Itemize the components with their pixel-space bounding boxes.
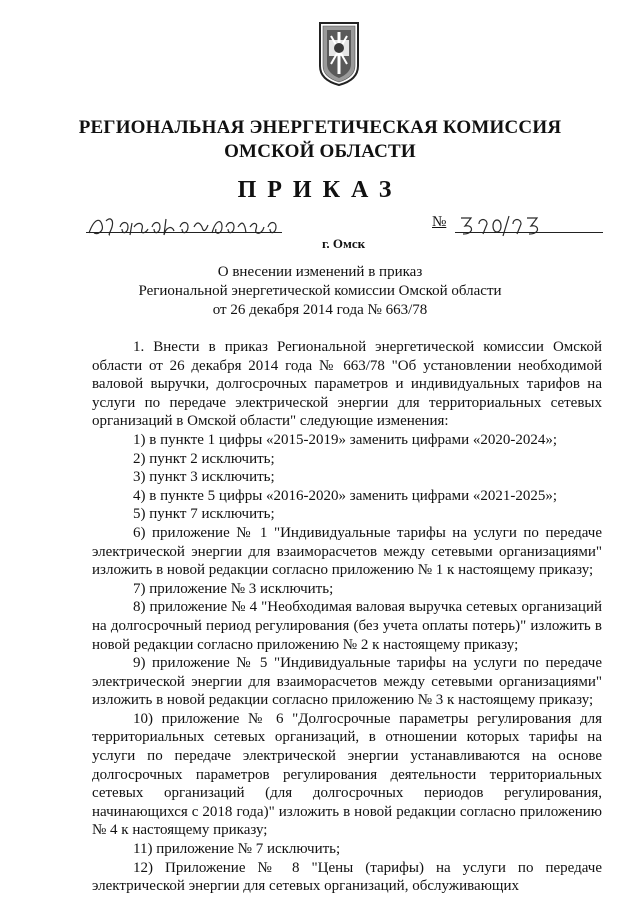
paragraph-item-11: 11) приложение № 7 исключить; (133, 841, 341, 858)
number-underline (455, 232, 603, 233)
paragraph-item-1: 1) в пункте 1 цифры «2015-2019» заменить цифрами «2020-2024»; (133, 431, 558, 448)
city-label: г. Омск (322, 236, 366, 251)
subject-line-2: Региональной энергетической комиссии Омской области (138, 283, 502, 299)
subject-line-1: О внесении изменений в приказ (217, 264, 423, 280)
paragraph-1: 1. Внести в приказ Региональной энергетической комиссии Омской области от 26 декабря 2014 года № 663/78 "Об установлении необходимой валовой выручки, долгосрочных параметров и индивидуальных тарифов на услуги по передаче электрической энергии для территориальных сетевых организаций в Омской области" следующие изменения: (92, 339, 602, 430)
coat-of-arms-icon (319, 22, 359, 86)
paragraph-item-6: 6) приложение № 1 "Индивидуальные тарифы на услуги по передаче электрической энергии для взаиморасчетов между сетевыми организациями" изложить в новой редакции согласно приложению № 1 к настоящему приказу; (92, 524, 602, 579)
number-sign: № (432, 214, 447, 230)
date-underline (86, 232, 282, 233)
document-title: ПРИКАЗ (237, 177, 403, 203)
paragraph-item-3: 3) пункт 3 исключить; (133, 469, 275, 486)
paragraph-item-5: 5) пункт 7 исключить; (133, 506, 275, 523)
organization-name-line-2: ОМСКОЙ ОБЛАСТИ (224, 141, 416, 162)
paragraph-item-8: 8) приложение № 4 "Необходимая валовая выручка сетевых организаций на долгосрочный период регулирования (без учета оплаты потерь)" изложить в новой редакции согласно приложению № 2 к настоящему приказу; (92, 599, 602, 653)
paragraph-item-9: 9) приложение № 5 "Индивидуальные тарифы на услуги по передаче электрической энергии для взаиморасчетов между сетевыми организациями" изложить в новой редакции согласно приложению № 3 к настоящему приказу; (92, 655, 602, 709)
organization-name-line-1: РЕГИОНАЛЬНАЯ ЭНЕРГЕТИЧЕСКАЯ КОМИССИЯ (78, 117, 562, 138)
order-body (92, 338, 602, 896)
handwritten-date-signature (86, 213, 282, 239)
paragraph-item-4: 4) в пункте 5 цифры «2016-2020» заменить цифрами «2021-2025»; (133, 487, 558, 504)
paragraph-item-2: 2) пункт 2 исключить; (133, 450, 275, 467)
paragraph-item-10: 10) приложение № 6 "Долгосрочные параметры регулирования для территориальных сетевых организаций, в отношении которых тарифы на услуги по передаче электрической энергии устанавливаются на основе долгосрочных параметров регулирования деятельности территориальных сетевых организаций (для долгосрочных периодов регулирования, начинающихся с 2018 года)" изложить в новой редакции согласно приложению № 4 к настоящему приказу; (92, 710, 602, 839)
paragraph-item-12: 12) Приложение № 8 "Цены (тарифы) на услуги по передаче электрической энергии для сетевых организаций, обслуживающих (92, 859, 602, 895)
paragraph-item-7: 7) приложение № 3 исключить; (133, 580, 334, 597)
subject-line-3: от 26 декабря 2014 года № 663/78 (212, 302, 428, 318)
handwritten-number-signature (457, 212, 549, 238)
